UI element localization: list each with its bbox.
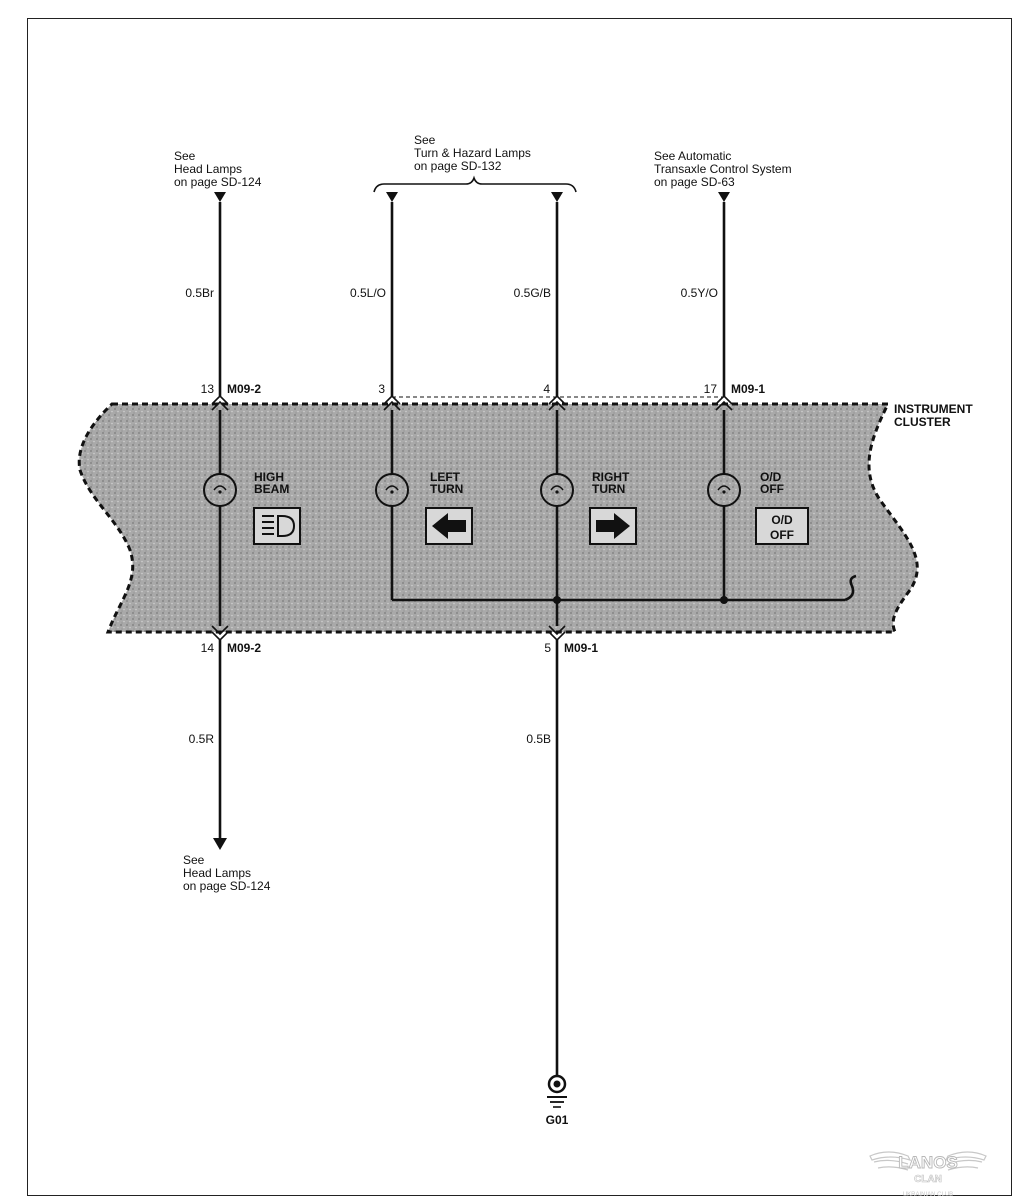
lamp-label-od-off-2: OFF (760, 482, 784, 496)
reference-bracket (374, 178, 576, 192)
connector-pin: 5 (544, 641, 551, 655)
right-arrow-icon (590, 508, 636, 544)
ref-atcs-1: See Automatic (654, 149, 732, 163)
ground-label: G01 (545, 1113, 569, 1127)
logo-top-text: LANOS (898, 1153, 958, 1172)
high-beam-icon (254, 508, 300, 544)
arrow-down-icon (551, 192, 563, 202)
ref-turn-hazard-1: See (414, 133, 436, 147)
wire-label: 0.5R (188, 732, 214, 746)
ref-head-lamps-top-1: See (174, 149, 196, 163)
arrow-down-icon (213, 838, 227, 850)
ref-atcs-3: on page SD-63 (654, 175, 735, 189)
lamp-label-high-beam-2: BEAM (254, 482, 290, 496)
splice-dot (720, 596, 728, 604)
lamp-label-right-turn-2: TURN (592, 482, 626, 496)
ref-turn-hazard-3: on page SD-132 (414, 159, 502, 173)
left-arrow-icon (426, 508, 472, 544)
od-symbol-line2: OFF (770, 528, 794, 542)
connector-pin: 3 (378, 382, 385, 396)
ref-turn-hazard-2: Turn & Hazard Lamps (414, 146, 531, 160)
arrow-down-icon (386, 192, 398, 202)
connector-name: M09-1 (564, 641, 599, 655)
ref-atcs-2: Transaxle Control System (654, 162, 792, 176)
od-symbol-line1: O/D (771, 513, 793, 527)
lanos-clan-logo (868, 1138, 988, 1200)
logo-small-text: UKRAINIAN CLUB (902, 1192, 954, 1198)
wire-label: 0.5Y/O (680, 286, 718, 300)
connector-pin: 14 (200, 641, 214, 655)
ground-icon (547, 1076, 567, 1107)
ref-head-lamps-top-2: Head Lamps (174, 162, 243, 176)
lamp-label-left-turn-1: LEFT (430, 470, 460, 484)
arrow-down-icon (214, 192, 226, 202)
lamp-label-high-beam-1: HIGH (254, 470, 284, 484)
ref-head-lamps-top-3: on page SD-124 (174, 175, 262, 189)
wire-label: 0.5Br (185, 286, 214, 300)
connector-name: M09-2 (227, 382, 262, 396)
cluster-label-1: INSTRUMENT (894, 402, 973, 416)
wire-label: 0.5L/O (349, 286, 386, 300)
splice-dot (553, 596, 561, 604)
connector-name: M09-2 (227, 641, 262, 655)
lamp-label-od-off-1: O/D (760, 470, 782, 484)
logo-bottom-text: CLAN (914, 1174, 942, 1185)
ref-head-lamps-bottom-2: Head Lamps (183, 866, 252, 880)
connector-pin: 4 (543, 382, 550, 396)
connector-name: M09-1 (731, 382, 766, 396)
lamp-label-left-turn-2: TURN (430, 482, 464, 496)
wire-label: 0.5G/B (513, 286, 551, 300)
arrow-down-icon (718, 192, 730, 202)
connector-pin: 13 (200, 382, 214, 396)
connector-pin: 17 (703, 382, 717, 396)
ref-head-lamps-bottom-1: See (183, 853, 205, 867)
lamp-label-right-turn-1: RIGHT (592, 470, 630, 484)
cluster-label-2: CLUSTER (894, 415, 951, 429)
wire-label: 0.5B (526, 732, 551, 746)
ref-head-lamps-bottom-3: on page SD-124 (183, 879, 271, 893)
